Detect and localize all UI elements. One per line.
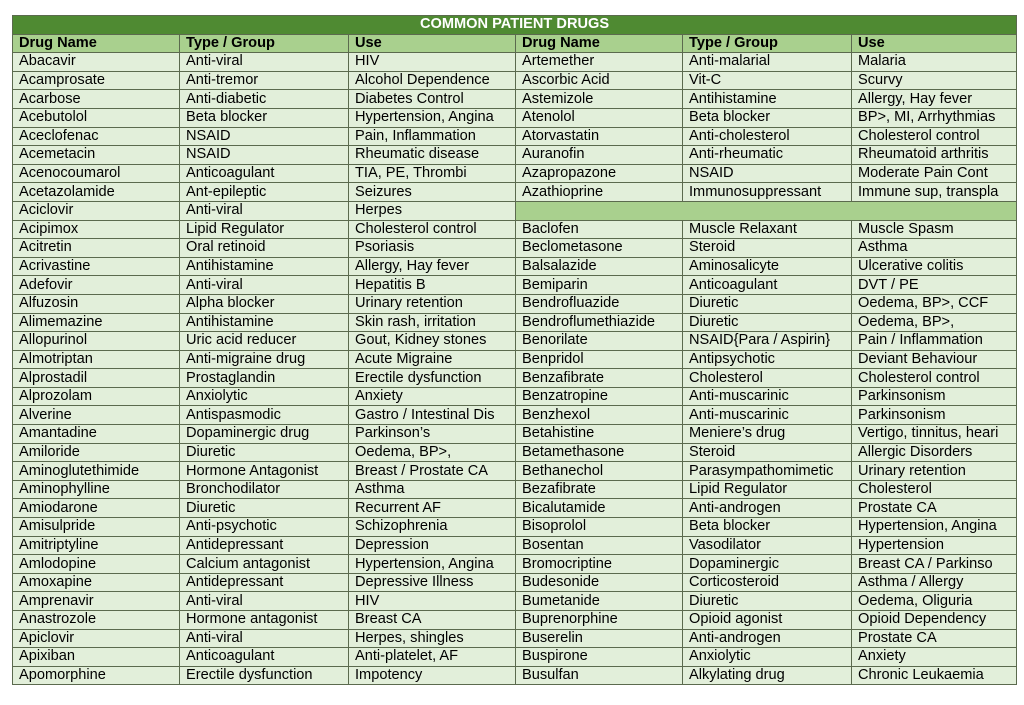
cell-type-group: Anticoagulant xyxy=(180,648,349,667)
cell-type-group: Steroid xyxy=(683,443,852,462)
cell-type-group: Parasympathomimetic xyxy=(683,462,852,481)
cell-drug-name: Apiclovir xyxy=(13,629,180,648)
drug-table xyxy=(12,15,1017,685)
cell-use: Prostate CA xyxy=(852,499,1017,518)
cell-type-group: Hormone antagonist xyxy=(180,611,349,630)
cell-drug-name: Bendroflumethiazide xyxy=(516,313,683,332)
cell-drug-name: Amitriptyline xyxy=(13,536,180,555)
cell-type-group: Anxiolytic xyxy=(180,387,349,406)
cell-use: Chronic Leukaemia xyxy=(852,666,1017,685)
cell-type-group: Bronchodilator xyxy=(180,480,349,499)
cell-use: DVT / PE xyxy=(852,276,1017,295)
table-row xyxy=(13,499,1017,518)
cell-drug-name: Betamethasone xyxy=(516,443,683,462)
cell-drug-name: Alimemazine xyxy=(13,313,180,332)
cell-drug-name: Alverine xyxy=(13,406,180,425)
table-row xyxy=(13,350,1017,369)
cell-drug-name: Acenocoumarol xyxy=(13,164,180,183)
cell-drug-name: Amiloride xyxy=(13,443,180,462)
cell-type-group: Hormone Antagonist xyxy=(180,462,349,481)
cell-use: Allergy, Hay fever xyxy=(349,257,516,276)
table-row xyxy=(13,518,1017,537)
table-row xyxy=(13,480,1017,499)
table-row xyxy=(13,294,1017,313)
table-row xyxy=(13,443,1017,462)
table-row xyxy=(13,666,1017,685)
table-row xyxy=(13,146,1017,165)
cell-type-group: Opioid agonist xyxy=(683,611,852,630)
cell-drug-name: Bezafibrate xyxy=(516,480,683,499)
header-use: Use xyxy=(852,34,1017,53)
cell-type-group: Beta blocker xyxy=(683,518,852,537)
cell-use: Opioid Dependency xyxy=(852,611,1017,630)
cell-drug-name: Alfuzosin xyxy=(13,294,180,313)
cell-drug-name: Almotriptan xyxy=(13,350,180,369)
cell-drug-name: Bumetanide xyxy=(516,592,683,611)
table-body xyxy=(13,53,1017,685)
cell-use: Schizophrenia xyxy=(349,518,516,537)
table-row xyxy=(13,611,1017,630)
cell-use: Gout, Kidney stones xyxy=(349,332,516,351)
cell-type-group: Anti-viral xyxy=(180,53,349,72)
cell-use: Parkinsonism xyxy=(852,406,1017,425)
cell-use: Parkinsonism xyxy=(852,387,1017,406)
table-row xyxy=(13,53,1017,72)
cell-type-group: Calcium antagonist xyxy=(180,555,349,574)
cell-use: Immune sup, transpla xyxy=(852,183,1017,202)
cell-drug-name: Budesonide xyxy=(516,573,683,592)
cell-drug-name: Apomorphine xyxy=(13,666,180,685)
table-row xyxy=(13,629,1017,648)
cell-drug-name: Amoxapine xyxy=(13,573,180,592)
cell-type-group: Antidepressant xyxy=(180,536,349,555)
cell-type-group: Vasodilator xyxy=(683,536,852,555)
header-drug-name: Drug Name xyxy=(13,34,180,53)
table-row xyxy=(13,573,1017,592)
table-row xyxy=(13,369,1017,388)
cell-use: BP>, MI, Arrhythmias xyxy=(852,108,1017,127)
cell-drug-name: Bethanechol xyxy=(516,462,683,481)
cell-drug-name: Baclofen xyxy=(516,220,683,239)
cell-drug-name: Amiodarone xyxy=(13,499,180,518)
cell-type-group: Anti-androgen xyxy=(683,499,852,518)
cell-use: Moderate Pain Cont xyxy=(852,164,1017,183)
cell-type-group: Anti-viral xyxy=(180,276,349,295)
cell-use: Diabetes Control xyxy=(349,90,516,109)
cell-drug-name: Buspirone xyxy=(516,648,683,667)
cell-drug-name: Benzhexol xyxy=(516,406,683,425)
cell-drug-name: Allopurinol xyxy=(13,332,180,351)
cell-use: Acute Migraine xyxy=(349,350,516,369)
cell-use: Urinary retention xyxy=(349,294,516,313)
cell-type-group: Cholesterol xyxy=(683,369,852,388)
cell-drug-name: Abacavir xyxy=(13,53,180,72)
cell-drug-name: Acemetacin xyxy=(13,146,180,165)
cell-use: Oedema, Oliguria xyxy=(852,592,1017,611)
cell-type-group: Antipsychotic xyxy=(683,350,852,369)
cell-drug-name: Alprostadil xyxy=(13,369,180,388)
cell-drug-name: Astemizole xyxy=(516,90,683,109)
cell-use: Vertigo, tinnitus, heari xyxy=(852,425,1017,444)
cell-type-group: Antispasmodic xyxy=(180,406,349,425)
cell-drug-name: Acarbose xyxy=(13,90,180,109)
cell-drug-name: Amlodopine xyxy=(13,555,180,574)
cell-drug-name: Bicalutamide xyxy=(516,499,683,518)
cell-type-group: Anti-viral xyxy=(180,201,349,220)
cell-use: Impotency xyxy=(349,666,516,685)
cell-use: Muscle Spasm xyxy=(852,220,1017,239)
cell-use: Hypertension xyxy=(852,536,1017,555)
cell-type-group: Antidepressant xyxy=(180,573,349,592)
cell-use: Urinary retention xyxy=(852,462,1017,481)
cell-use: Allergy, Hay fever xyxy=(852,90,1017,109)
table-row xyxy=(13,406,1017,425)
cell-use: Psoriasis xyxy=(349,239,516,258)
table-row xyxy=(13,164,1017,183)
cell-type-group: Anti-migraine drug xyxy=(180,350,349,369)
cell-drug-name: Acrivastine xyxy=(13,257,180,276)
table-row xyxy=(13,592,1017,611)
cell-type-group: Anti-rheumatic xyxy=(683,146,852,165)
cell-type-group: NSAID xyxy=(180,146,349,165)
cell-drug-name: Acamprosate xyxy=(13,71,180,90)
cell-drug-name: Atorvastatin xyxy=(516,127,683,146)
cell-use: Rheumatoid arthritis xyxy=(852,146,1017,165)
cell-drug-name: Amisulpride xyxy=(13,518,180,537)
cell-type-group: Meniere’s drug xyxy=(683,425,852,444)
cell-type-group: Anti-cholesterol xyxy=(683,127,852,146)
cell-use: Breast CA xyxy=(349,611,516,630)
cell-use: Parkinson’s xyxy=(349,425,516,444)
cell-use: Pain / Inflammation xyxy=(852,332,1017,351)
cell-drug-name: Buserelin xyxy=(516,629,683,648)
cell-use: Oedema, BP>, xyxy=(852,313,1017,332)
table-row xyxy=(13,239,1017,258)
cell-drug-name: Betahistine xyxy=(516,425,683,444)
table-row xyxy=(13,71,1017,90)
drug-table-sheet xyxy=(12,15,1016,685)
header-type-group: Type / Group xyxy=(180,34,349,53)
cell-type-group: Anxiolytic xyxy=(683,648,852,667)
cell-drug-name: Benorilate xyxy=(516,332,683,351)
cell-type-group: Steroid xyxy=(683,239,852,258)
cell-drug-name: Atenolol xyxy=(516,108,683,127)
cell-use: Erectile dysfunction xyxy=(349,369,516,388)
cell-type-group: Anti-tremor xyxy=(180,71,349,90)
cell-drug-name: Adefovir xyxy=(13,276,180,295)
cell-type-group: Beta blocker xyxy=(683,108,852,127)
cell-use: Scurvy xyxy=(852,71,1017,90)
cell-use: Prostate CA xyxy=(852,629,1017,648)
cell-type-group: Antihistamine xyxy=(180,313,349,332)
cell-use: Seizures xyxy=(349,183,516,202)
cell-use: Anxiety xyxy=(349,387,516,406)
cell-use: Gastro / Intestinal Dis xyxy=(349,406,516,425)
cell-use: Deviant Behaviour xyxy=(852,350,1017,369)
cell-type-group: Corticosteroid xyxy=(683,573,852,592)
cell-type-group: Anti-viral xyxy=(180,592,349,611)
table-row xyxy=(13,201,1017,220)
cell-drug-name: Amprenavir xyxy=(13,592,180,611)
table-row xyxy=(13,425,1017,444)
cell-type-group: Anti-malarial xyxy=(683,53,852,72)
cell-type-group: Antihistamine xyxy=(180,257,349,276)
cell-use: Herpes, shingles xyxy=(349,629,516,648)
cell-drug-name: Beclometasone xyxy=(516,239,683,258)
cell-type-group: Erectile dysfunction xyxy=(180,666,349,685)
cell-use: Anti-platelet, AF xyxy=(349,648,516,667)
cell-type-group: Antihistamine xyxy=(683,90,852,109)
table-title: COMMON PATIENT DRUGS xyxy=(13,16,1017,35)
cell-use: Ulcerative colitis xyxy=(852,257,1017,276)
cell-drug-name: Balsalazide xyxy=(516,257,683,276)
header-drug-name: Drug Name xyxy=(516,34,683,53)
cell-use: Breast CA / Parkinso xyxy=(852,555,1017,574)
cell-type-group: Prostaglandin xyxy=(180,369,349,388)
table-row xyxy=(13,108,1017,127)
cell-use: Malaria xyxy=(852,53,1017,72)
cell-type-group: Anti-androgen xyxy=(683,629,852,648)
cell-use: Breast / Prostate CA xyxy=(349,462,516,481)
cell-use: Asthma / Allergy xyxy=(852,573,1017,592)
cell-drug-name: Acetazolamide xyxy=(13,183,180,202)
cell-use: Hypertension, Angina xyxy=(349,555,516,574)
cell-type-group: Anti-viral xyxy=(180,629,349,648)
cell-use: Depressive Illness xyxy=(349,573,516,592)
cell-drug-name: Alprozolam xyxy=(13,387,180,406)
cell-drug-name: Auranofin xyxy=(516,146,683,165)
cell-type-group: Dopaminergic drug xyxy=(180,425,349,444)
cell-drug-name: Artemether xyxy=(516,53,683,72)
cell-type-group: NSAID xyxy=(683,164,852,183)
empty-cell xyxy=(516,201,1017,220)
cell-use: HIV xyxy=(349,53,516,72)
cell-type-group: Lipid Regulator xyxy=(683,480,852,499)
cell-use: Allergic Disorders xyxy=(852,443,1017,462)
cell-drug-name: Bisoprolol xyxy=(516,518,683,537)
cell-type-group: NSAID{Para / Aspirin} xyxy=(683,332,852,351)
cell-use: Asthma xyxy=(852,239,1017,258)
cell-drug-name: Aciclovir xyxy=(13,201,180,220)
cell-use: Cholesterol xyxy=(852,480,1017,499)
table-row xyxy=(13,183,1017,202)
cell-type-group: Muscle Relaxant xyxy=(683,220,852,239)
cell-drug-name: Benzafibrate xyxy=(516,369,683,388)
cell-drug-name: Acebutolol xyxy=(13,108,180,127)
table-row xyxy=(13,90,1017,109)
header-use: Use xyxy=(349,34,516,53)
table-row xyxy=(13,127,1017,146)
cell-drug-name: Bendrofluazide xyxy=(516,294,683,313)
cell-type-group: Diuretic xyxy=(180,443,349,462)
table-row xyxy=(13,313,1017,332)
table-row xyxy=(13,257,1017,276)
cell-type-group: Aminosalicyte xyxy=(683,257,852,276)
cell-use: HIV xyxy=(349,592,516,611)
cell-use: Hypertension, Angina xyxy=(349,108,516,127)
cell-use: Hypertension, Angina xyxy=(852,518,1017,537)
table-row xyxy=(13,648,1017,667)
cell-type-group: Anticoagulant xyxy=(180,164,349,183)
cell-use: Rheumatic disease xyxy=(349,146,516,165)
cell-type-group: Alkylating drug xyxy=(683,666,852,685)
cell-drug-name: Anastrozole xyxy=(13,611,180,630)
cell-use: Skin rash, irritation xyxy=(349,313,516,332)
cell-use: Oedema, BP>, xyxy=(349,443,516,462)
cell-use: Anxiety xyxy=(852,648,1017,667)
cell-type-group: Anti-muscarinic xyxy=(683,387,852,406)
cell-use: Cholesterol control xyxy=(349,220,516,239)
cell-type-group: Dopaminergic xyxy=(683,555,852,574)
table-row xyxy=(13,462,1017,481)
cell-use: Hepatitis B xyxy=(349,276,516,295)
table-row xyxy=(13,220,1017,239)
cell-type-group: Alpha blocker xyxy=(180,294,349,313)
cell-drug-name: Aminophylline xyxy=(13,480,180,499)
cell-drug-name: Aminoglutethimide xyxy=(13,462,180,481)
cell-use: Alcohol Dependence xyxy=(349,71,516,90)
cell-drug-name: Benpridol xyxy=(516,350,683,369)
cell-type-group: Anticoagulant xyxy=(683,276,852,295)
cell-drug-name: Buprenorphine xyxy=(516,611,683,630)
cell-drug-name: Acitretin xyxy=(13,239,180,258)
cell-drug-name: Benzatropine xyxy=(516,387,683,406)
cell-drug-name: Apixiban xyxy=(13,648,180,667)
header-row xyxy=(13,34,1017,53)
cell-drug-name: Azapropazone xyxy=(516,164,683,183)
table-row xyxy=(13,555,1017,574)
header-type-group: Type / Group xyxy=(683,34,852,53)
cell-use: Depression xyxy=(349,536,516,555)
cell-use: Asthma xyxy=(349,480,516,499)
cell-type-group: Diuretic xyxy=(683,294,852,313)
table-row xyxy=(13,276,1017,295)
cell-type-group: Anti-diabetic xyxy=(180,90,349,109)
cell-type-group: Diuretic xyxy=(683,592,852,611)
cell-type-group: Oral retinoid xyxy=(180,239,349,258)
cell-drug-name: Ascorbic Acid xyxy=(516,71,683,90)
cell-type-group: Ant-epileptic xyxy=(180,183,349,202)
cell-drug-name: Bromocriptine xyxy=(516,555,683,574)
cell-use: Oedema, BP>, CCF xyxy=(852,294,1017,313)
cell-drug-name: Aceclofenac xyxy=(13,127,180,146)
cell-type-group: Uric acid reducer xyxy=(180,332,349,351)
cell-drug-name: Bemiparin xyxy=(516,276,683,295)
table-row xyxy=(13,332,1017,351)
cell-type-group: Anti-muscarinic xyxy=(683,406,852,425)
cell-type-group: Lipid Regulator xyxy=(180,220,349,239)
cell-drug-name: Amantadine xyxy=(13,425,180,444)
cell-drug-name: Bosentan xyxy=(516,536,683,555)
cell-type-group: Diuretic xyxy=(180,499,349,518)
cell-use: Herpes xyxy=(349,201,516,220)
cell-type-group: Diuretic xyxy=(683,313,852,332)
cell-drug-name: Busulfan xyxy=(516,666,683,685)
cell-use: Pain, Inflammation xyxy=(349,127,516,146)
cell-type-group: Anti-psychotic xyxy=(180,518,349,537)
cell-use: Cholesterol control xyxy=(852,369,1017,388)
cell-type-group: Immunosuppressant xyxy=(683,183,852,202)
table-row xyxy=(13,387,1017,406)
cell-drug-name: Azathioprine xyxy=(516,183,683,202)
cell-use: Recurrent AF xyxy=(349,499,516,518)
cell-type-group: Vit-C xyxy=(683,71,852,90)
table-row xyxy=(13,536,1017,555)
cell-use: TIA, PE, Thrombi xyxy=(349,164,516,183)
cell-type-group: Beta blocker xyxy=(180,108,349,127)
cell-type-group: NSAID xyxy=(180,127,349,146)
cell-use: Cholesterol control xyxy=(852,127,1017,146)
cell-drug-name: Acipimox xyxy=(13,220,180,239)
